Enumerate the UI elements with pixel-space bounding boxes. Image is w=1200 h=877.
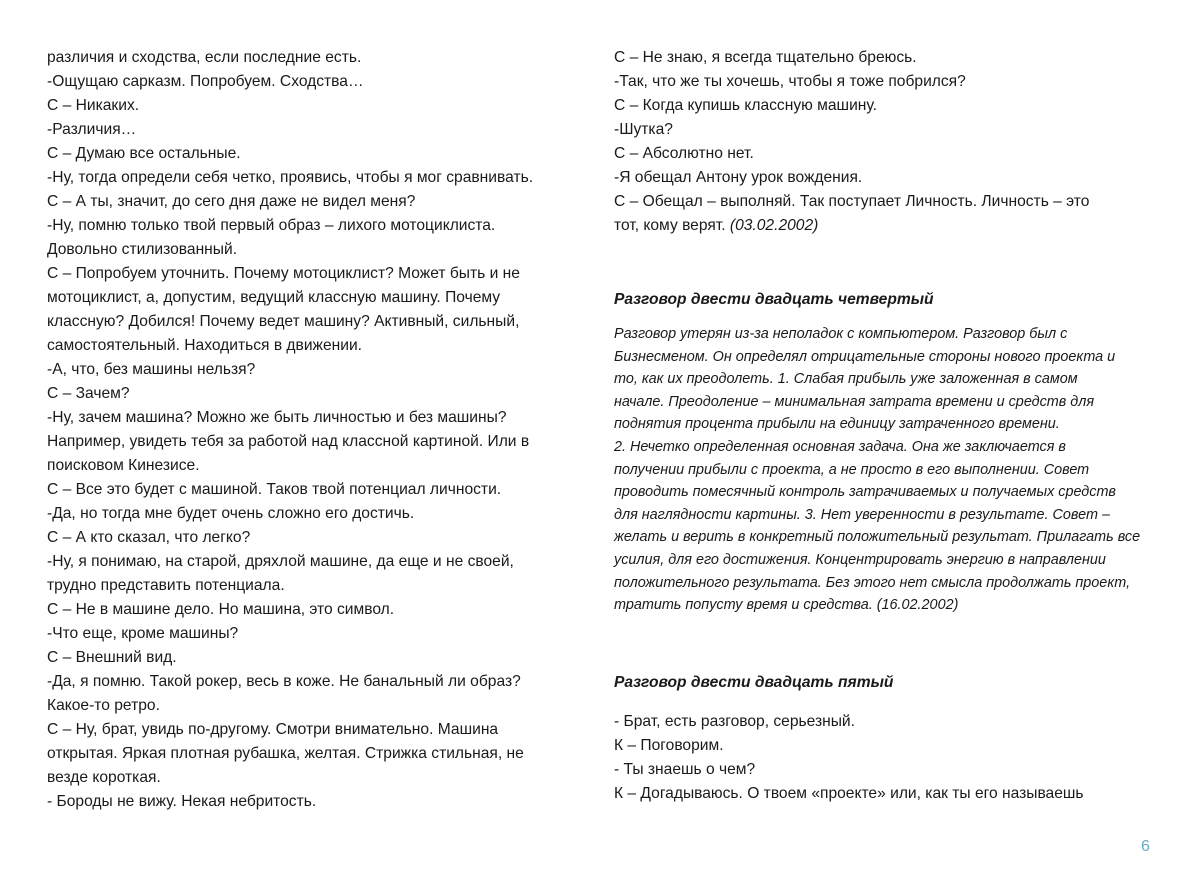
note-line: начале. Преодоление – минимальная затрата времени и средств для — [614, 393, 1095, 410]
text-line: С – Попробуем уточнить. Почему мотоциклист? Может быть и не — [47, 265, 520, 282]
page-number: 6 — [1141, 838, 1150, 855]
section-heading-225: Разговор двести двадцать пятый — [614, 673, 894, 691]
section-225-dialogue — [614, 710, 1159, 806]
text-line: С – Зачем? — [47, 385, 130, 402]
text-line: -А, что, без машины нельзя? — [47, 361, 256, 378]
text-line: открытая. Яркая плотная рубашка, желтая. Стрижка стильная, не — [47, 745, 524, 762]
text-line: различия и сходства, если последние есть. — [47, 49, 362, 66]
text-line: -Что еще, кроме машины? — [47, 625, 239, 642]
text-line: Например, увидеть тебя за работой над классной картиной. Или в — [47, 433, 530, 450]
note-line: усилия, для его достижения. Концентрировать энергию в направлении — [614, 551, 1106, 568]
right-column — [614, 46, 1159, 806]
text-fragment: тот, кому верят. — [614, 217, 726, 234]
text-line: С – Абсолютно нет. — [614, 145, 754, 162]
text-line: С – Думаю все остальные. — [47, 145, 241, 162]
note-line: то, как их преодолеть. 1. Слабая прибыль уже заложенная в самом — [614, 371, 1078, 388]
text-line: С – Не знаю, я всегда тщательно бреюсь. — [614, 49, 917, 66]
text-line: С – Внешний вид. — [47, 649, 177, 666]
text-line: Какое-то ретро. — [47, 697, 160, 714]
text-line: -Да, но тогда мне будет очень сложно его достичь. — [47, 505, 415, 522]
note-line: Бизнесменом. Он определял отрицательные стороны нового проекта и — [614, 348, 1116, 365]
text-line: С – Ну, брат, увидь по-другому. Смотри внимательно. Машина — [47, 721, 499, 738]
text-line: трудно представить потенциала. — [47, 577, 285, 594]
text-line: С – Никаких. — [47, 97, 140, 114]
text-line: -Различия… — [47, 121, 137, 138]
text-line: самостоятельный. Находиться в движении. — [47, 337, 362, 354]
note-line: 2. Нечетко определенная основная задача. Она же заключается в — [614, 438, 1066, 455]
text-line: С – Когда купишь классную машину. — [614, 97, 877, 114]
text-line: -Я обещал Антону урок вождения. — [614, 169, 863, 186]
note-line: получении прибыли с проекта, а не просто в его выполнении. Совет — [614, 461, 1090, 478]
text-line: -Так, что же ты хочешь, чтобы я тоже побрился? — [614, 73, 966, 90]
text-line: - Ты знаешь о чем? — [614, 760, 756, 778]
text-line: -Ощущаю сарказм. Попробуем. Сходства… — [47, 73, 364, 90]
text-line: классную? Добился! Почему ведет машину? Активный, сильный, — [47, 313, 520, 330]
text-line: К – Догадываюсь. О твоем «проекте» или, как ты его называешь — [614, 784, 1084, 802]
text-line: С – Все это будет с машиной. Таков твой потенциал личности. — [47, 481, 502, 498]
text-line: везде короткая. — [47, 769, 161, 786]
text-line: -Ну, тогда определи себя четко, проявись, чтобы я мог сравнивать. — [47, 169, 534, 186]
text-line: С – А кто сказал, что легко? — [47, 529, 251, 546]
note-line: поднятия процента прибыли на единицу затраченного времени. — [614, 416, 1060, 433]
text-line: - Бороды не вижу. Некая небритость. — [47, 793, 317, 810]
note-line: для наглядности картины. 3. Нет уверенности в результате. Совет – — [614, 506, 1110, 523]
note-line: Разговор утерян из-за неполадок с компьютером. Разговор был с — [614, 326, 1068, 342]
note-line: желать и верить в конкретный положительный результат. Прилагать все — [614, 529, 1141, 546]
note-line: проводить помесячный контроль затрачиваемых и получаемых средств — [614, 484, 1116, 501]
text-line: Довольно стилизованный. — [47, 241, 238, 258]
text-line: -Ну, зачем машина? Можно же быть личностью и без машины? — [47, 409, 507, 426]
section-224-note — [614, 323, 1159, 617]
note-line: положительного результата. Без этого нет смысла продолжать проект, — [614, 574, 1131, 591]
conversation-date: (03.02.2002) — [729, 217, 819, 234]
text-line: поисковом Кинезисе. — [47, 457, 200, 474]
text-line: -Шутка? — [614, 121, 673, 138]
text-line: -Ну, я понимаю, на старой, дряхлой машине, да еще и не своей, — [47, 553, 514, 570]
text-line: -Да, я помню. Такой рокер, весь в коже. Не банальный ли образ? — [47, 673, 521, 690]
text-line: К – Поговорим. — [614, 736, 724, 754]
left-column — [47, 46, 587, 814]
text-line: - Брат, есть разговор, серьезный. — [614, 712, 855, 730]
text-line: С – Обещал – выполняй. Так поступает Личность. Личность – это — [614, 193, 1090, 210]
text-line: мотоциклист, а, допустим, ведущий классную машину. Почему — [47, 289, 501, 306]
note-line: тратить попусту время и средства. (16.02.2002) — [614, 597, 959, 614]
text-line: С – А ты, значит, до сего дня даже не видел меня? — [47, 193, 416, 210]
section-heading-224: Разговор двести двадцать четвертый — [614, 291, 934, 308]
text-line — [614, 214, 1159, 238]
text-line: С – Не в машине дело. Но машина, это символ. — [47, 601, 395, 618]
text-line: -Ну, помню только твой первый образ – лихого мотоциклиста. — [47, 217, 496, 234]
dialogue-continuation — [614, 46, 1159, 238]
